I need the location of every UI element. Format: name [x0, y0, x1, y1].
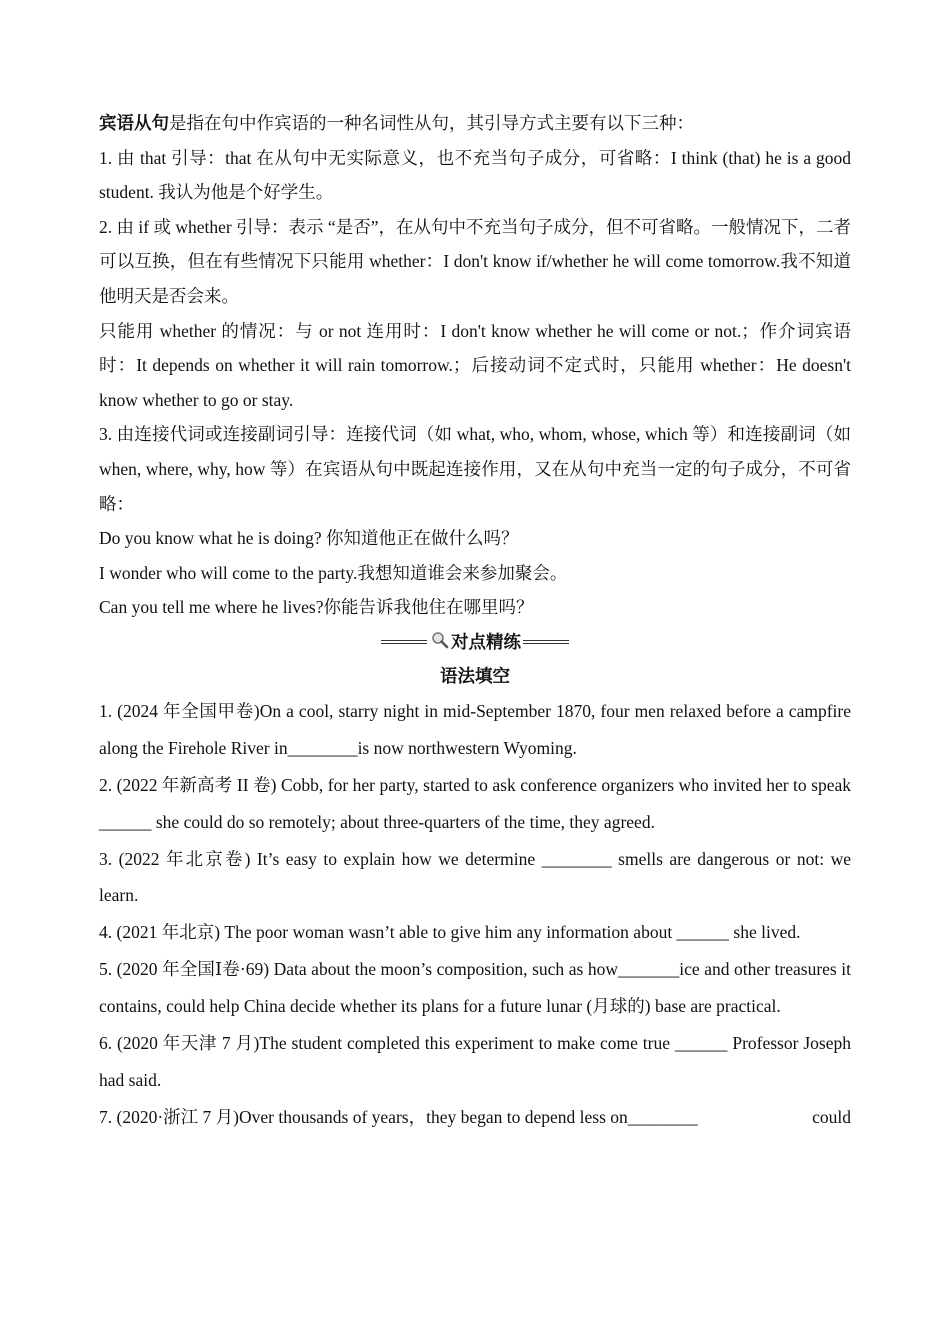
example-sentence: Can you tell me where he lives?你能告诉我他住在哪里吗？	[99, 597, 534, 618]
example-sentence: I wonder who will come to the party.我想知道谁会来参加聚会。	[99, 562, 568, 583]
intro-section	[99, 106, 851, 625]
section-title: 对点精练	[451, 632, 521, 653]
magnifier-icon	[431, 631, 449, 649]
exercise-item: 3. (2022 年北京卷) It’s easy to explain how we determine ________ smells are dangerous or not: we learn.	[99, 848, 851, 906]
rule-whether-only: 只能用 whether 的情况：与 or not 连用时：I don't know whether he will come or not.；作介词宾语时：It depends on whether it will rain tomorrow.；后接动词不定式时，只能用 whether：He doesn't know whether to go or stay.	[99, 320, 851, 410]
heading-rule-right	[523, 640, 569, 644]
section-subtitle: 语法填空	[440, 665, 510, 686]
exercise-item-start: 7. (2020·浙江 7 月)Over thousands of years，they began to depend less on________	[99, 1106, 698, 1127]
exercise-item-end: could	[812, 1106, 851, 1127]
exercise-item: 2. (2022 年新高考 II 卷) Cobb, for her party, started to ask conference organizers who invited her to speak ______ she could do so remotely; about three-quarters of the time, they agreed.	[99, 774, 851, 832]
exercise-item: 4. (2021 年北京) The poor woman wasn’t able to give him any information about ______ she lived.	[99, 922, 801, 943]
example-sentence: Do you know what he is doing? 你知道他正在做什么吗？	[99, 528, 519, 549]
section-heading	[99, 625, 851, 659]
intro-definition	[99, 106, 851, 141]
exercise-list	[99, 693, 851, 1136]
definition-text: 是指在句中作宾语的一种名词性从句，其引导方式主要有以下三种：	[169, 113, 694, 133]
rule-that: 1. 由 that 引导：that 在从句中无实际意义，也不充当句子成分，可省略：I think (that) he is a good student. 我认为他是个好学生。	[99, 147, 851, 203]
exercise-item: 1. (2024 年全国甲卷)On a cool, starry night in mid-September 1870, four men relaxed before a campfire along the Firehole River in________is now northwestern Wyoming.	[99, 700, 851, 758]
exercise-item: 5. (2020 年全国Ⅰ卷·69) Data about the moon’s composition, such as how_______ice and other treasures it contains, could help China decide whether its plans for a future lunar (月球的) base are practical.	[99, 959, 851, 1017]
document-page	[99, 106, 851, 1136]
term-bold: 宾语从句	[99, 113, 169, 133]
rule-connectives: 3. 由连接代词或连接副词引导：连接代词（如 what, who, whom, whose, which 等）和连接副词（如 when, where, why, how 等）在宾语从句中既起连接作用，又在从句中充当一定的句子成分，不可省略：	[99, 424, 851, 514]
rule-if-whether: 2. 由 if 或 whether 引导：表示 “是否”，在从句中不充当句子成分，但不可省略。一般情况下，二者可以互换，但在有些情况下只能用 whether：I don't know if/whether he will come tomorrow.我不知道他明天是否会来。	[99, 216, 851, 306]
exercise-item	[99, 1099, 851, 1136]
exercise-item: 6. (2020 年天津 7 月)The student completed this experiment to make come true ______ Professor Joseph had said.	[99, 1033, 851, 1090]
heading-rule-left	[381, 640, 427, 644]
